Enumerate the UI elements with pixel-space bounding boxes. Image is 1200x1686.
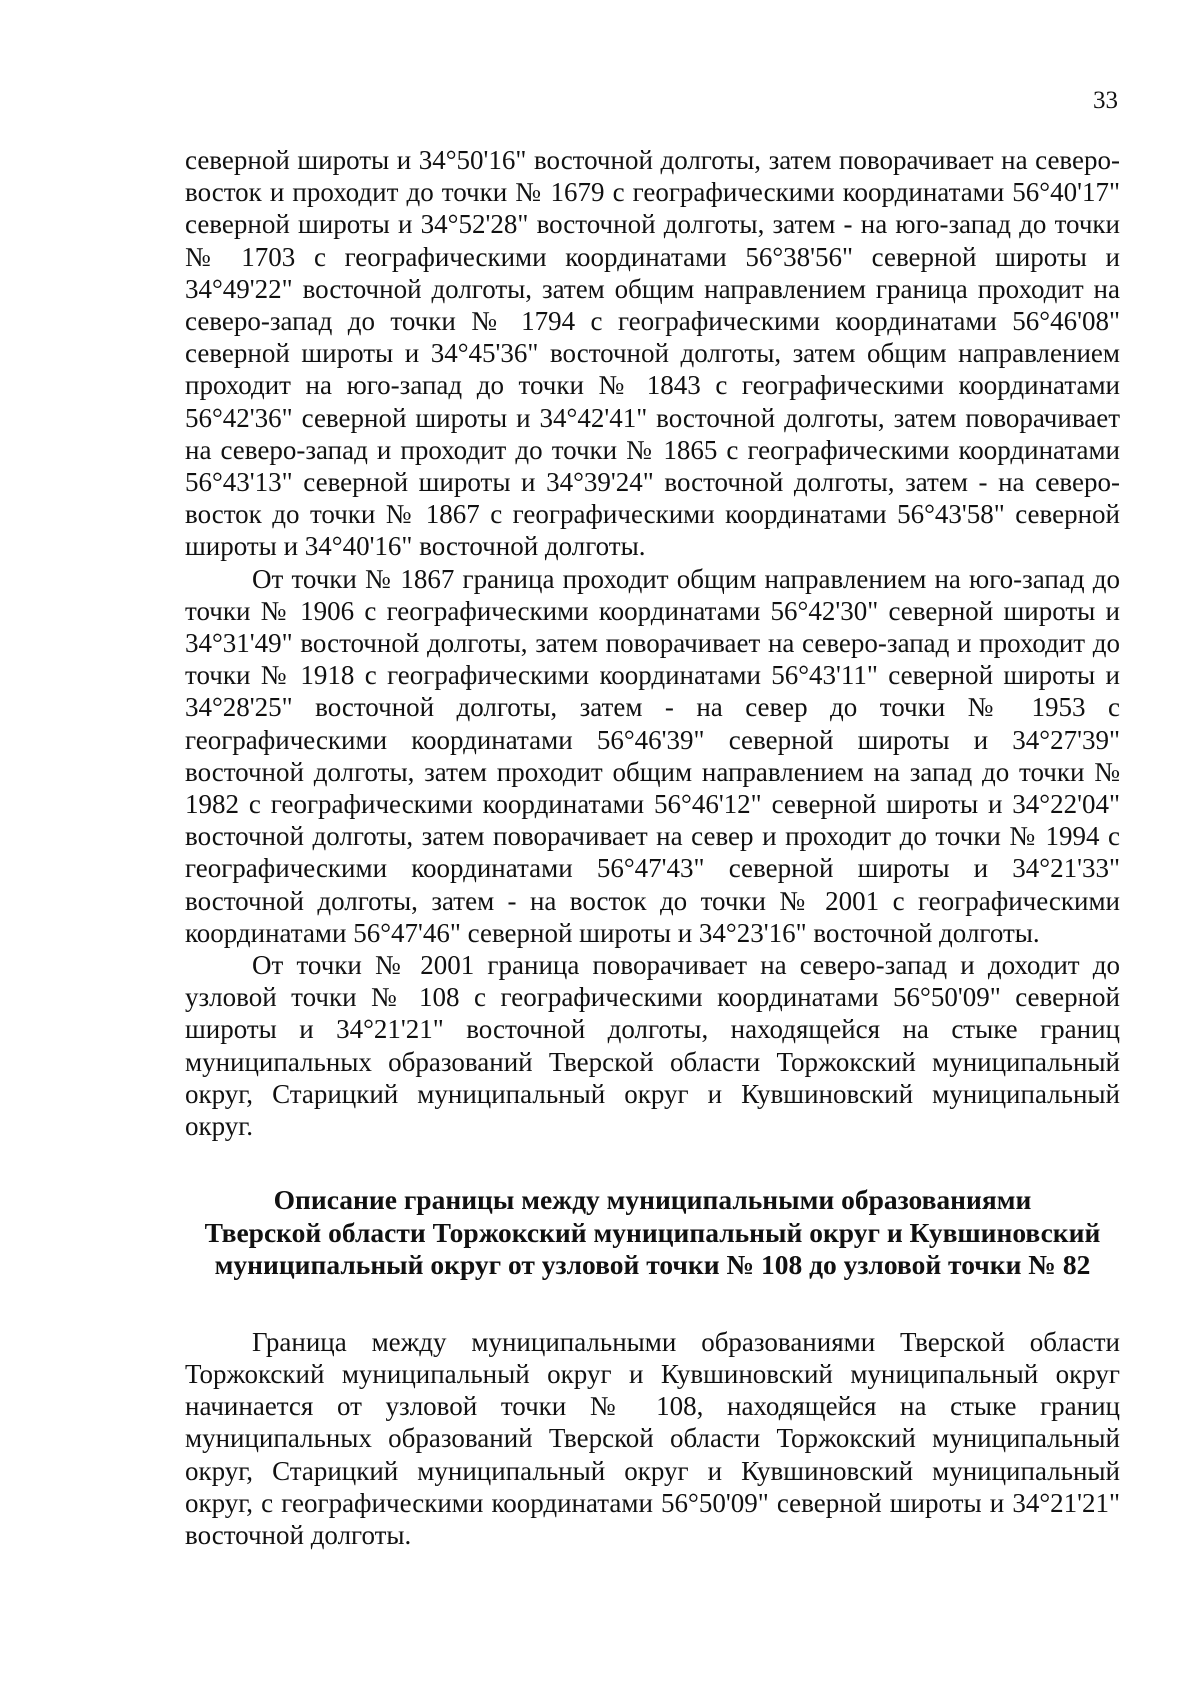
- page-number: 33: [1093, 87, 1118, 114]
- section-heading-line-3: муниципальный округ от узловой точки № 108 до узловой точки № 82: [214, 1249, 1091, 1281]
- paragraph-from-point-1867: От точки № 1867 граница проходит общим направлением на юго-запад до точки № 1906 с географическими координатами 56°42'30" северной широты и 34°31'49" восточной долготы, затем поворачивает на северо-запад и проходит до точки № 1918 с географическими координатами 56°43'11" северной широты и 34°28'25" восточной долготы, затем - на север до точки № 1953 с географическими координатами 56°46'39" северной широты и 34°27'39" восточной долготы, затем проходит общим направлением на запад до точки № 1982 с географическими координатами 56°46'12" северной широты и 34°22'04" восточной долготы, затем поворачивает на север и проходит до точки № 1994 с географическими координатами 56°47'43" северной широты и 34°21'33" восточной долготы, затем - на восток до точки № 2001 с географическими координатами 56°47'46" северной широты и 34°23'16" восточной долготы.: [185, 563, 1120, 948]
- paragraph-boundary-start: Граница между муниципальными образованиями Тверской области Торжокский муниципальный округ и Кувшиновский муниципальный округ начинается от узловой точки № 108, находящейся на стыке границ муниципальных образований Тверской области Торжокский муниципальный округ, Старицкий муниципальный округ и Кувшиновский муниципальный округ, с географическими координатами 56°50'09" северной широты и 34°21'21" восточной долготы.: [185, 1326, 1120, 1551]
- section-heading-line-2: Тверской области Торжокский муниципальный округ и Кувшиновский: [204, 1216, 1101, 1248]
- paragraph-continuation: северной широты и 34°50'16" восточной долготы, затем поворачивает на северо-восток и проходит до точки № 1679 с географическими координатами 56°40'17" северной широты и 34°52'28" восточной долготы, затем - на юго-запад до точки № 1703 с географическими координатами 56°38'56" северной широты и 34°49'22" восточной долготы, затем общим направлением граница проходит на северо-запад до точки № 1794 с географическими координатами 56°46'08" северной широты и 34°45'36" восточной долготы, затем общим направлением проходит на юго-запад до точки № 1843 с географическими координатами 56°42'36" северной широты и 34°42'41" восточной долготы, затем поворачивает на северо-запад и проходит до точки № 1865 с географическими координатами 56°43'13" северной широты и 34°39'24" восточной долготы, затем - на северо-восток до точки № 1867 с географическими координатами 56°43'58" северной широты и 34°40'16" восточной долготы.: [185, 145, 1120, 562]
- paragraph-from-point-2001: От точки № 2001 граница поворачивает на северо-запад и доходит до узловой точки № 108 с географическими координатами 56°50'09" северной широты и 34°21'21" восточной долготы, находящейся на стыке границ муниципальных образований Тверской области Торжокский муниципальный округ, Старицкий муниципальный округ и Кувшиновский муниципальный округ.: [185, 950, 1120, 1142]
- section-heading: [185, 1184, 1120, 1282]
- section-heading-line-1: Описание границы между муниципальными образованиями: [273, 1184, 1032, 1216]
- document-body: [185, 144, 1120, 1551]
